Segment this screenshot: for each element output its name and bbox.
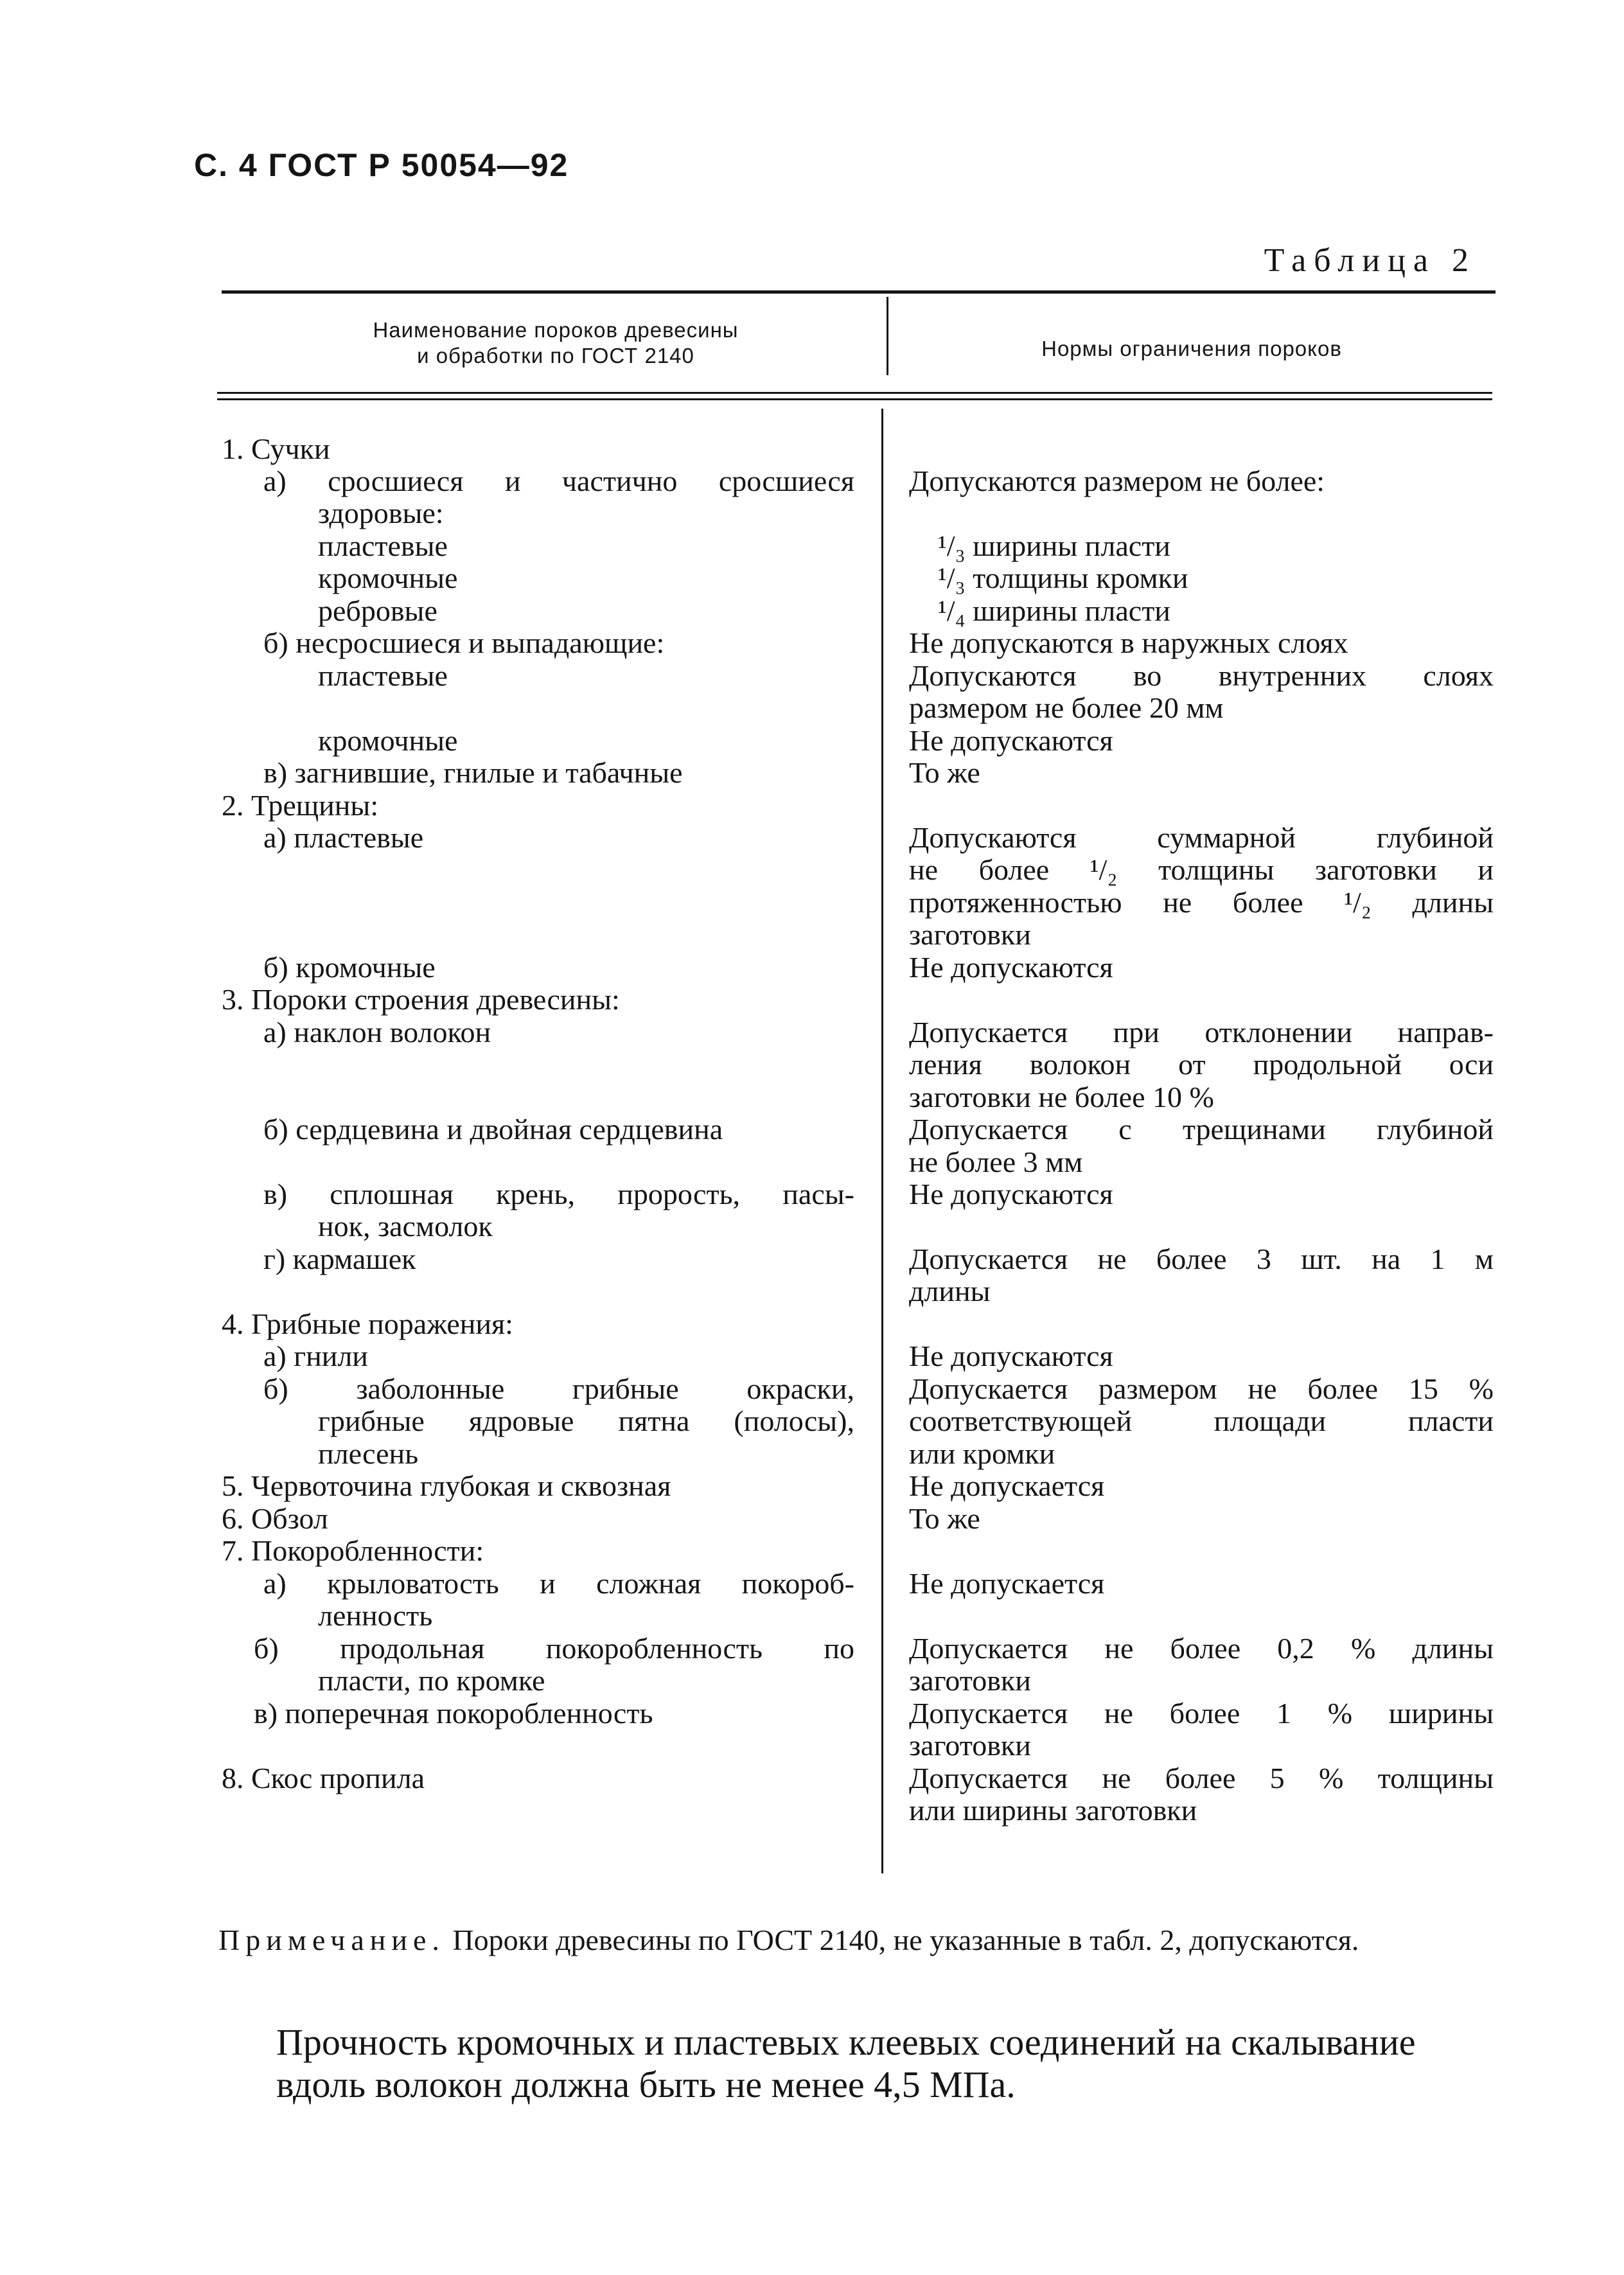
table-header-rule-2 xyxy=(217,398,1492,400)
table-cell-right: Не допускаются xyxy=(909,1178,1113,1210)
table-cell-left: 2. Трещины: xyxy=(222,789,379,822)
table-cell-left: ребровые xyxy=(318,594,437,627)
column-header-defects-line1: Наименование пороков древесины xyxy=(373,318,739,342)
table-cell-right: Допускается размером не более 15 % xyxy=(909,1372,1494,1405)
table-cell-left: в) сплошная крень, прорость, пасы- xyxy=(263,1178,854,1210)
table-top-rule xyxy=(222,290,1496,294)
table-caption: Таблица 2 xyxy=(1264,242,1476,279)
note-label: Примечание. xyxy=(218,1924,445,1956)
table-cell-right: Не допускается xyxy=(909,1567,1105,1600)
table-cell-right: Допускается не более 0,2 % длины xyxy=(909,1632,1494,1665)
table-cell-right: То же xyxy=(909,1502,980,1535)
table-cell-left: б) кромочные xyxy=(263,951,436,984)
table-cell-left: здоровые: xyxy=(318,497,444,529)
column-header-defects-line2: и обработки по ГОСТ 2140 xyxy=(417,344,694,367)
table-cell-left: 7. Покоробленности: xyxy=(222,1534,484,1567)
table-cell-right: Допускается с трещинами глубиной xyxy=(909,1113,1494,1146)
table-cell-left: в) поперечная покоробленность xyxy=(254,1697,653,1730)
table-cell-right: протяженностью не более ¹/₂ длины xyxy=(909,886,1494,919)
table-cell-left: грибные ядровые пятна (полосы), xyxy=(318,1404,854,1437)
body-paragraph: Прочность кромочных и пластевых клеевых соединений на скалывание вдоль волокон должна быть не менее 4,5 МПа. xyxy=(276,2021,1416,2105)
page-header: С. 4 ГОСТ Р 50054—92 xyxy=(194,147,569,183)
table-cell-right: заготовки не более 10 % xyxy=(909,1081,1214,1113)
table-cell-left: 5. Червоточина глубокая и сквозная xyxy=(222,1469,671,1502)
table-cell-right: Не допускаются xyxy=(909,951,1113,984)
table-cell-left: а) наклон волокон xyxy=(263,1016,491,1049)
table-cell-right: Не допускаются в наружных слоях xyxy=(909,626,1348,659)
table-cell-left: 4. Грибные поражения: xyxy=(222,1307,513,1340)
note-text: Пороки древесины по ГОСТ 2140, не указанные в табл. 2, допускаются. xyxy=(445,1924,1359,1956)
table-cell-right: размером не более 20 мм xyxy=(909,691,1224,724)
table-cell-left: а) крыловатость и сложная покороб- xyxy=(263,1567,854,1600)
table-cell-left: пласти, по кромке xyxy=(318,1664,545,1697)
table-note xyxy=(218,1922,1478,1958)
table-cell-left: а) гнили xyxy=(263,1340,368,1372)
table-cell-right: не более ¹/₂ толщины заготовки и xyxy=(909,853,1494,886)
table-cell-left: б) продольная покоробленность по xyxy=(254,1632,854,1665)
table-cell-left: б) заболонные грибные окраски, xyxy=(263,1372,854,1405)
table-cell-right: длины xyxy=(909,1275,991,1307)
header-column-divider xyxy=(887,297,888,375)
table-cell-right: ¹/₃ ширины пласти xyxy=(938,529,1170,562)
table-cell-left: нок, засмолок xyxy=(318,1210,493,1243)
table-cell-left: кромочные xyxy=(318,724,458,757)
table-cell-left: ленность xyxy=(318,1599,433,1632)
table-cell-right: Допускаются суммарной глубиной xyxy=(909,821,1494,854)
table-cell-right: заготовки xyxy=(909,1664,1031,1697)
table-cell-right: ления волокон от продольной оси xyxy=(909,1048,1494,1081)
table-cell-left: 3. Пороки строения древесины: xyxy=(222,983,620,1016)
table-cell-right: Допускаются размером не более: xyxy=(909,465,1325,497)
table-cell-left: 1. Сучки xyxy=(222,432,330,465)
table-cell-right: Не допускаются xyxy=(909,724,1113,757)
table-cell-left: а) пластевые xyxy=(263,821,424,854)
table-cell-right: Допускается не более 1 % ширины xyxy=(909,1697,1494,1730)
table-header-rule-1 xyxy=(217,392,1492,394)
table-cell-left: плесень xyxy=(318,1437,419,1470)
table-cell-right: ¹/₃ толщины кромки xyxy=(938,562,1188,594)
table-cell-right: Не допускаются xyxy=(909,1340,1113,1372)
table-cell-right: заготовки xyxy=(909,1729,1031,1762)
table-cell-right: То же xyxy=(909,756,980,789)
table-cell-left: пластевые xyxy=(318,529,448,562)
table-cell-right: Допускается не более 5 % толщины xyxy=(909,1762,1494,1794)
table-cell-left: г) кармашек xyxy=(263,1243,416,1275)
table-cell-right: Допускаются во внутренних слоях xyxy=(909,659,1494,692)
table-cell-right: соответствующей площади пласти xyxy=(909,1404,1494,1437)
table-cell-left: б) несросшиеся и выпадающие: xyxy=(263,626,665,659)
column-header-defects xyxy=(231,317,880,369)
table-cell-left: 6. Обзол xyxy=(222,1502,328,1535)
table-cell-left: 8. Скос пропила xyxy=(222,1762,425,1794)
table-cell-left: а) сросшиеся и частично сросшиеся xyxy=(263,465,854,497)
table-cell-left: кромочные xyxy=(318,562,458,594)
table-cell-right: Допускается не более 3 шт. на 1 м xyxy=(909,1243,1494,1275)
table-cell-left: в) загнившие, гнилые и табачные xyxy=(263,756,683,789)
table-cell-right: заготовки xyxy=(909,918,1031,951)
table-cell-right: не более 3 мм xyxy=(909,1146,1083,1178)
table-cell-right: или ширины заготовки xyxy=(909,1794,1197,1827)
table-cell-right: или кромки xyxy=(909,1437,1055,1470)
table-cell-left: б) сердцевина и двойная сердцевина xyxy=(263,1113,723,1146)
column-header-norms: Нормы ограничения пороков xyxy=(1041,337,1342,360)
table-cell-right: Допускается при отклонении направ- xyxy=(909,1016,1494,1049)
table-cell-right: Не допускается xyxy=(909,1469,1105,1502)
table-cell-right: ¹/₄ ширины пласти xyxy=(938,594,1170,627)
body-column-divider xyxy=(881,409,883,1873)
table-cell-left: пластевые xyxy=(318,659,448,692)
